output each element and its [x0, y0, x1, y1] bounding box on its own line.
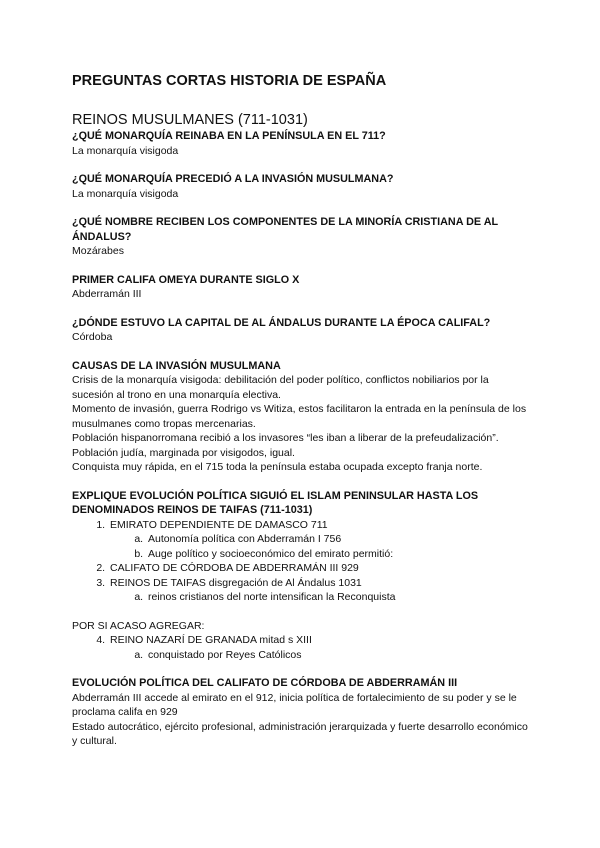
question-heading: ¿QUÉ MONARQUÍA REINABA EN LA PENÍNSULA EN EL 711?: [72, 130, 386, 142]
question-heading: ¿QUÉ MONARQUÍA PRECEDIÓ A LA INVASIÓN MUSULMANA?: [72, 173, 394, 185]
evolution-section: [72, 489, 530, 663]
sub-list: [110, 590, 530, 605]
extra-label: POR SI ACASO AGREGAR:: [72, 619, 205, 632]
list-item-label: REINOS DE TAIFAS disgregación de Al Ándalus 1031: [110, 576, 362, 589]
question-heading: ¿QUÉ NOMBRE RECIBEN LOS COMPONENTES DE LA MINORÍA CRISTIANA DE AL ÁNDALUS?: [72, 216, 498, 243]
answer-text: La monarquía visigoda: [72, 187, 179, 200]
answer-text: La monarquía visigoda: [72, 144, 179, 157]
sub-list-item: a. conquistado por Reyes Católicos: [146, 648, 530, 663]
sub-list-item: a. reinos cristianos del norte intensifican la Reconquista: [146, 590, 530, 605]
causes-line: Población judía, marginada por visigodos, igual.: [72, 446, 295, 459]
califato-heading: EVOLUCIÓN POLÍTICA DEL CALIFATO DE CÓRDOBA DE ABDERRAMÁN III: [72, 677, 458, 689]
causes-line: Momento de invasión, guerra Rodrigo vs Witiza, estos facilitaron la entrada en la península de los musulmanes como tropas mercenarias.: [72, 403, 527, 430]
question-block: [72, 215, 530, 259]
list-item: [108, 633, 530, 662]
answer-text: Córdoba: [72, 331, 113, 343]
question-heading: ¿DÓNDE ESTUVO LA CAPITAL DE AL ÁNDALUS DURANTE LA ÉPOCA CALIFAL?: [72, 316, 491, 329]
question-block: [72, 273, 530, 302]
list-item-label: REINO NAZARÍ DE GRANADA mitad s XIII: [110, 634, 312, 646]
causes-heading: CAUSAS DE LA INVASIÓN MUSULMANA: [72, 359, 281, 372]
question-block: [72, 129, 530, 158]
califato-line: Estado autocrático, ejército profesional, administración jerarquizada y fuerte desarrollo económico y cultural.: [72, 720, 528, 747]
sub-list: [110, 532, 530, 561]
section-title: REINOS MUSULMANES (711-1031): [72, 112, 308, 128]
list-item-label: EMIRATO DEPENDIENTE DE DAMASCO 711: [110, 518, 328, 531]
sub-list-item: a. Autonomía política con Abderramán I 756: [146, 532, 530, 547]
causes-line: Crisis de la monarquía visigoda: debilitación del poder político, conflictos nobiliarios por la sucesión al trono en una monarquía electiva.: [72, 374, 489, 401]
question-heading: PRIMER CALIFA OMEYA DURANTE SIGLO X: [72, 273, 300, 286]
list-item: [108, 518, 530, 562]
question-block: [72, 172, 530, 201]
list-item: [108, 561, 530, 576]
sub-list-item: b. Auge político y socioeconómico del emirato permitió:: [146, 547, 530, 562]
causes-section: [72, 359, 530, 475]
list-item-label: CALIFATO DE CÓRDOBA DE ABDERRAMÁN III 929: [110, 562, 359, 574]
sub-list: [110, 648, 530, 663]
causes-line: Población hispanorromana recibió a los invasores “les iban a liberar de la prefeudalización”.: [72, 432, 499, 444]
causes-line: Conquista muy rápida, en el 715 toda la península estaba ocupada excepto franja norte.: [72, 461, 483, 473]
answer-text: Mozárabes: [72, 245, 124, 257]
question-block: [72, 316, 530, 345]
califato-section: [72, 676, 530, 749]
evolution-heading: EXPLIQUE EVOLUCIÓN POLÍTICA SIGUIÓ EL ISLAM PENINSULAR HASTA LOS DENOMINADOS REINOS DE TAIFAS (711-1031): [72, 489, 479, 516]
evolution-list: [72, 518, 530, 605]
califato-line: Abderramán III accede al emirato en el 912, inicia política de fortalecimiento de su poder y se le proclama califa en 929: [72, 691, 517, 718]
extra-list: [72, 633, 530, 662]
answer-text: Abderramán III: [72, 288, 142, 300]
document-title: PREGUNTAS CORTAS HISTORIA DE ESPAÑA: [72, 73, 387, 89]
list-item: [108, 576, 530, 605]
